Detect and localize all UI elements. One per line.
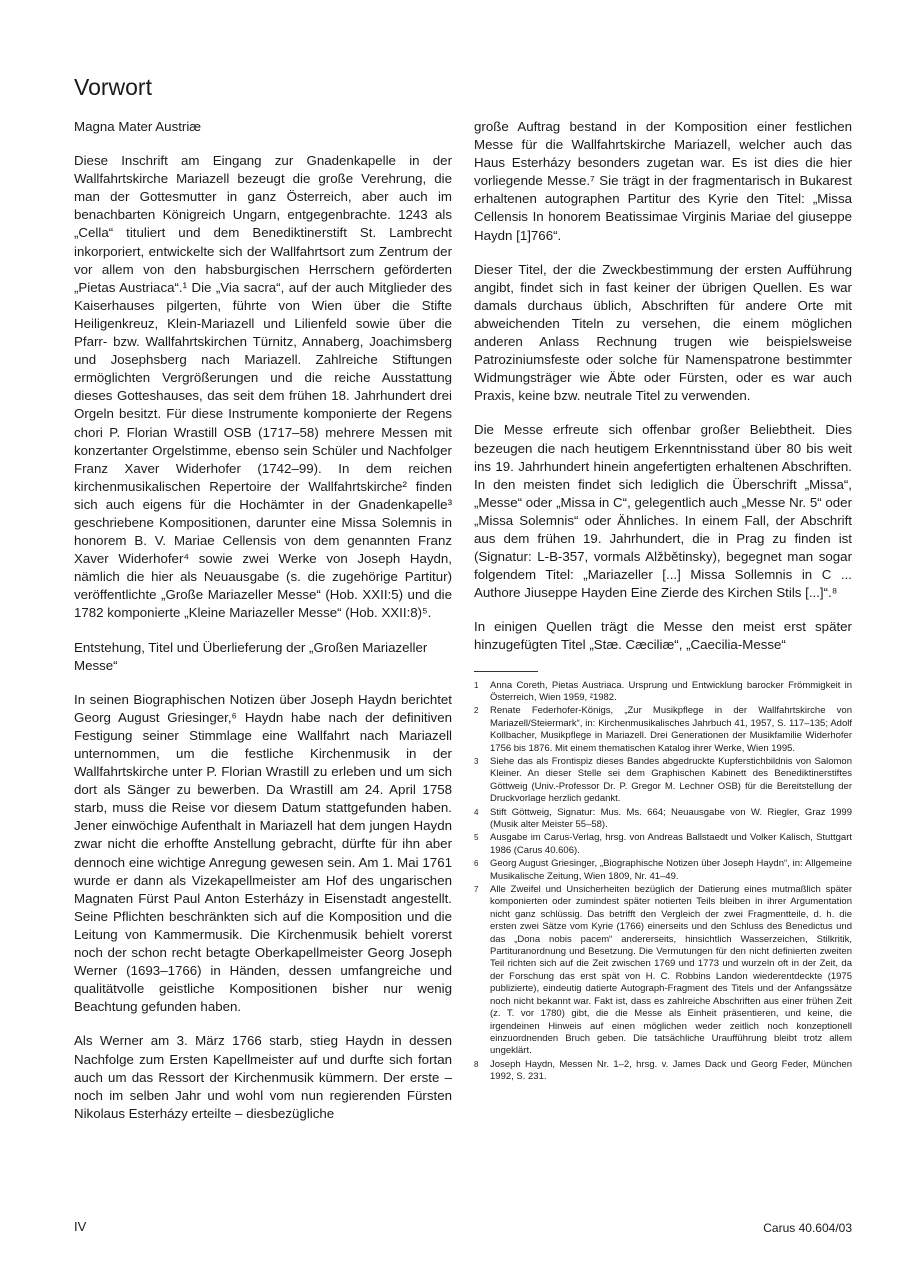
paragraph: große Auftrag bestand in der Komposition einer festlichen Messe für die Wallfahrtskirche Mariazell, welcher auch das Haus Esterházy besonders zugetan war. Es ist dies die hier vorliegende Messe.⁷ Sie trägt in der fragmentarisch in Bukarest erhaltenen autographen Partitur des Kyrie den Titel: „Missa Cellensis In honorem Beatissimae Virginis Mariae del giuseppe Haydn [1]766“. [474,119,852,243]
footnote [474,705,852,755]
paragraph: Die Messe erfreute sich offenbar großer Beliebtheit. Dies bezeugen die nach heutigem Erkenntnisstand über 80 bis weit ins 19. Jahrhundert hinein angefertigten erhaltenen Abschriften. In den meisten findet sich lediglich die Überschrift „Missa“, „Messe“ oder „Missa in C“, gelegentlich auch „Messe Nr. 5“ oder „Missa Solemnis“ oder Ähnliches. In einem Fall, der Abschrift aus dem frühen 19. Jahrhundert, die in Prag zu finden ist (Signatur: L-B-357, vormals Alžbětinsky), begegnet man sogar folgendem Titel: „Mariazeller [...] Missa Sollemnis in C ... Authore Jiuseppe Hayden Eine Zierde des Kirchen Stils [...]“.⁸ [474,422,852,601]
right-column [474,118,852,1085]
footnote-text: Anna Coreth, Pietas Austriaca. Ursprung und Entwicklung barocker Frömmigkeit in Österreich, Wien 1959, ²1982. [490,679,852,703]
footnote-text: Siehe das als Frontispiz dieses Bandes abgedruckte Kupferstichbildnis von Salomon Kleiner. An dieser Stelle sei dem Graphischen Kabinett des Benediktinerstiftes Göttweig (Univ.-Professor Dr. P. Gregor M. Lechner OSB) für die Bereitstellung der Druckvorlage herzlich gedankt. [490,755,852,805]
footnote-text: Stift Göttweig, Signatur: Mus. Ms. 664; Neuausgabe von W. Riegler, Graz 1999 (Musik alter Meister 55–58). [490,806,852,830]
footnote-number: 7 [474,885,479,895]
paragraph: Als Werner am 3. März 1766 starb, stieg Haydn in dessen Nachfolge zum Ersten Kapellmeister auf und durfte sich fortan auch um das Ressort der Kirchenmusik kümmern. Der erste – noch im selben Jahr und wohl vom nun regierenden Fürsten Nikolaus Esterházy erteilte – diesbezügliche [74,1033,452,1121]
footnote [474,756,852,806]
footnote [474,807,852,832]
footnote [474,858,852,883]
paragraph: In einigen Quellen trägt die Messe den meist erst später hinzugefügten Titel „Stæ. Cæciliæ“, „Caecilia-Messe“ [474,619,852,653]
footnote-text: Renate Federhofer-Königs, „Zur Musikpflege in der Wallfahrtskirche von Mariazell/Steiermark“, in: Kirchenmusikalisches Jahrbuch 41, 1957, S. 117–135; Adolf Kollbacher, Musikpflege in Mariazell. Drei Generationen der Musikfamilie Widerhofer 1756 bis 1876. Mit einem thematischen Katalog ihrer Werke, Wien 1995. [490,705,852,754]
page-title: Vorwort [74,74,152,100]
footnote-text: Joseph Haydn, Messen Nr. 1–2, hrsg. v. James Dack und Georg Feder, München 1992, S. 231. [490,1058,852,1083]
footnote-text: Alle Zweifel und Unsicherheiten bezüglich der Datierung eines mutmaßlich später komponierten oder zumindest später notierten Teils bleiben in ihrer Argumentation nicht ganz schlüssig. Das betrifft den Vergleich der zwei Fragmentteile, d. h. die ersten zwei Sätze vom Kyrie (1766) einerseits und den Schluss des Benedictus und das „Dona nobis pacem“ andererseits, hinsichtlich Wasserzeichen, Stilkritik, Partituranordnung und Besetzung. Die Vermutungen für den nicht definierten zweiten Teil richten sich auf die Zeit zwischen 1769 und 1773 und wurzeln oft in der Zeit, da der Forschung das erst spät von H. C. Robbins Landon wiederentdeckte (1975 publizierte), eindeutig datierte Autograph-Fragment des Titels und der Anfangssätze noch nicht bekannt war. Fakt ist, dass es zahlreiche Abschriften aus einer frühen Zeit (z. T. vor 1780) gibt, die die Messe als Einheit präsentieren, und keine, die irgendeinen Hinweis auf einen möglichen weder zeitlich noch konzeptionell einzuordnenden Bruch geben. Die tatsächliche Uraufführung bleibt trotz allem ungeklärt. [490,884,852,1057]
footnote-number: 8 [474,1059,479,1069]
footnote-separator [474,671,538,672]
footnote-number: 2 [474,706,479,716]
footnotes [474,680,852,1084]
left-column [74,118,452,1139]
footnote [474,680,852,705]
footnote [474,1059,852,1084]
footnote-number: 3 [474,756,479,766]
section-heading-magna-mater: Magna Mater Austriæ [74,119,202,134]
footnote [474,884,852,1058]
paragraph: Dieser Titel, der die Zweckbestimmung der ersten Aufführung angibt, findet sich in fast keiner der übrigen Quellen. Es war damals durchaus üblich, Abschriften für andere Orte mit abweichenden Titeln zu versehen, die einem möglichen anderen Anlass Rechnung trugen wie beispielsweise Patroziniumsfeste oder solche für Namenspatrone bestimmter Widmungsträger wie Äbte oder Fürsten, oder es war auch Praxis, keine bzw. neutrale Titel zu verwenden. [474,261,852,404]
page-number: IV [74,1219,87,1234]
footnote-text: Georg August Griesinger, „Biographische Notizen über Joseph Haydn“, in: Allgemeine Musikalische Zeitung, Wien 1809, Nr. 41–49. [490,858,852,882]
footnote-number: 5 [474,833,479,843]
footnote-text: Ausgabe im Carus-Verlag, hrsg. von Andreas Ballstaedt und Volker Kalisch, Stuttgart 1986 (Carus 40.606). [490,832,852,856]
paragraph: Diese Inschrift am Eingang zur Gnadenkapelle in der Wallfahrtskirche Mariazell bezeugt die große Verehrung, die man der Gottesmutter in ganz Österreich, aber auch im benachbarten Königreich Ungarn, entgegenbrachte. 1243 als „Cella“ tituliert und dem Benediktinerstift St. Lambrecht inkorporiert, entwickelte sich der Wallfahrtsort zum Zentrum der vor allem von den habsburgischen Herrschern geförderten „Pietas Austriaca“.¹ Die „Via sacra“, auf der auch Mitglieder des Kaiserhauses pilgerten, führte von Wien über die Stifte Heiligenkreuz, Klein-Mariazell und Lilienfeld sowie über die Pfarr- bzw. Wallfahrtskirchen Türnitz, Annaberg, Joachimsberg und Josephsberg nach Mariazell. Zahlreiche Stiftungen ermöglichten Vergrößerungen und die reiche Ausstattung dieses Gotteshauses, das seit dem frühen 18. Jahrhundert drei Orgeln besitzt. Für diese Instrumente komponierte der Regens chori P. Florian Wrastill OSB (1717–58) mehrere Messen mit konzertanter Orgelstimme, ebenso sein Schüler und Nachfolger Franz Xaver Widerhofer (1742–99). In dem reichen kirchenmusikalischen Repertoire der Wallfahrtskirche² finden sich auch eigens für die Hochämter in der Gnadenkapelle³ geschriebene Kompositionen, darunter eine Missa Solemnis in honorem B. V. Mariae Cellensis von dem genannten Franz Xaver Widerhofer⁴ sowie zwei Werke von Joseph Haydn, nämlich die hier als Neuausgabe (s. die zugehörige Partitur) veröffentlichte „Große Mariazeller Messe“ (Hob. XXII:5) und die 1782 komponierte „Kleine Mariazeller Messe“ (Hob. XXII:8)⁵. [74,153,452,621]
footnote-number: 1 [474,680,479,690]
paragraph: In seinen Biographischen Notizen über Joseph Haydn berichtet Georg August Griesinger,⁶ Haydn habe nach der definitiven Festigung seiner Stimmlage eine Wallfahrt nach Mariazell unternommen, um die festliche Kirchenmusik in der Wallfahrtskirche unter P. Florian Wrastill zu erleben und um sich dort als Sänger zu bewerben. Da Wrastill am 24. April 1758 starb, muss die Reise vor diesem Datum stattgefunden haben. Jener einwöchige Aufenthalt in Mariazell hat dem jungen Haydn zwar nicht die erhoffte Anstellung gebracht, dürfte für ihn aber dennoch eine wichtige Anregung gewesen sein. Am 1. Mai 1761 wurde er dann als Vizekapellmeister am Hof des ungarischen Magnaten Fürst Paul Anton Esterházy in Eisenstadt angestellt. Seine Pflichten beschränkten sich auf die Komposition und die Leitung von Kammermusik. Die Kirchenmusik behielt vorerst noch der schon recht betagte Oberkapellmeister Georg Joseph Werner (1693–1766) in Händen, dessen umfangreiche und qualitätvolle geistliche Kompositionen bisher nur wenig Beachtung gefunden haben. [74,691,452,1015]
section-heading-entstehung: Entstehung, Titel und Überlieferung der „Großen Mariazeller Messe“ [74,639,428,673]
footnote [474,832,852,857]
catalog-number: Carus 40.604/03 [763,1221,852,1235]
footnote-number: 6 [474,859,479,869]
footnote-number: 4 [474,807,479,817]
